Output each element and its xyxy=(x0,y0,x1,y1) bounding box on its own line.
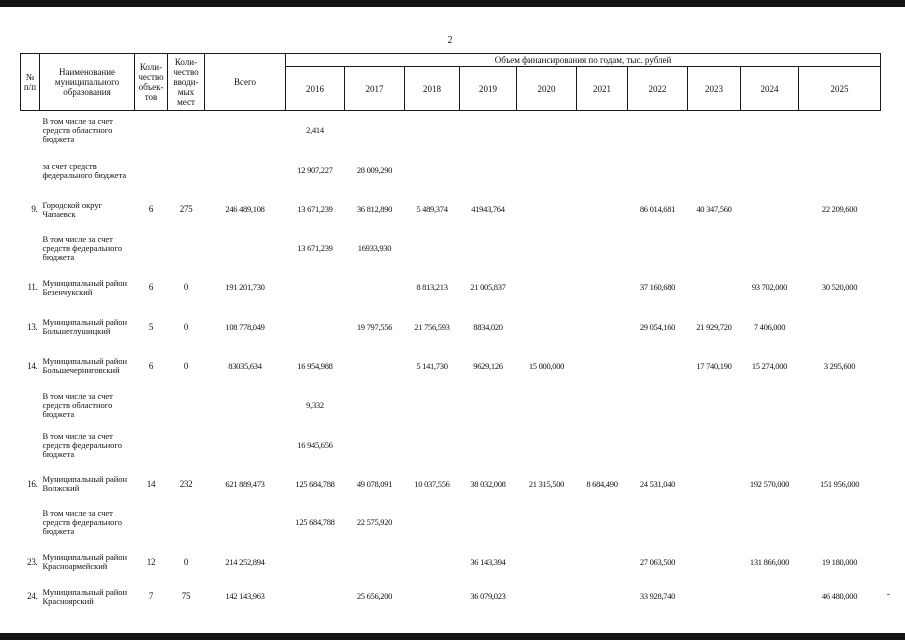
year-cell xyxy=(688,111,741,151)
year-cell xyxy=(405,542,460,583)
row-total: 246 489,108 xyxy=(225,204,265,214)
row-total xyxy=(205,151,286,191)
year-cell: 7 406,000 xyxy=(753,321,786,332)
year-cell: 37 160,680 xyxy=(639,282,676,292)
row-objects xyxy=(135,503,168,542)
year-cell xyxy=(405,151,460,191)
row-index xyxy=(21,426,40,466)
header-places: Коли-чество вводи-мых мест xyxy=(168,54,205,111)
year-cell xyxy=(741,151,799,191)
year-cell: 30 520,000 xyxy=(821,282,858,292)
header-year: 2017 xyxy=(345,67,405,111)
header-year: 2016 xyxy=(286,67,345,111)
year-cell xyxy=(286,308,345,347)
row-name: В том числе за счет средств федерального бюджета xyxy=(42,507,122,536)
year-cell: 151 956,000 xyxy=(819,478,860,489)
row-index: 9. xyxy=(31,204,38,214)
year-cell xyxy=(517,583,577,611)
header-year: 2025 xyxy=(799,67,881,111)
year-cell xyxy=(628,503,688,542)
row-index xyxy=(21,503,40,542)
row-total xyxy=(205,229,286,268)
year-cell xyxy=(741,386,799,426)
table-row xyxy=(21,466,881,503)
year-cell xyxy=(517,111,577,151)
year-cell: 8 684,490 xyxy=(586,478,618,489)
year-cell: 93 702,000 xyxy=(751,282,788,292)
row-total: 108 778,049 xyxy=(225,321,265,332)
table-row xyxy=(21,268,881,308)
top-border-line xyxy=(0,0,905,7)
bottom-border-line xyxy=(0,633,905,640)
table-row xyxy=(21,191,881,229)
year-cell xyxy=(577,583,628,611)
row-places: 232 xyxy=(179,478,193,489)
year-cell: 8 813,213 xyxy=(416,282,448,292)
year-cell xyxy=(517,308,577,347)
year-cell xyxy=(460,151,517,191)
row-name: Муниципальный район Красноармейский xyxy=(42,552,128,571)
year-cell: 125 684,788 xyxy=(295,478,335,489)
row-objects xyxy=(135,386,168,426)
table-row xyxy=(21,111,881,151)
header-year: 2021 xyxy=(577,67,628,111)
row-places: 0 xyxy=(183,321,189,332)
year-cell xyxy=(405,583,460,611)
year-cell xyxy=(799,426,881,466)
table-row xyxy=(21,229,881,268)
year-cell: 33 928,740 xyxy=(639,591,676,601)
table-row xyxy=(21,426,881,466)
year-cell xyxy=(517,151,577,191)
header-year: 2018 xyxy=(405,67,460,111)
year-cell xyxy=(577,229,628,268)
year-cell xyxy=(688,151,741,191)
row-name: Муниципальный район Большечерниговский xyxy=(42,356,128,375)
year-cell: 16933,930 xyxy=(357,242,392,253)
year-cell xyxy=(741,229,799,268)
year-cell xyxy=(517,426,577,466)
header-year: 2023 xyxy=(688,67,741,111)
year-cell xyxy=(741,426,799,466)
year-cell: 5 489,374 xyxy=(416,204,448,214)
year-cell: 10 037,556 xyxy=(414,478,450,489)
year-cell xyxy=(741,191,799,229)
year-cell xyxy=(345,347,405,386)
row-places xyxy=(168,229,205,268)
table-row xyxy=(21,308,881,347)
year-cell xyxy=(577,503,628,542)
year-cell: 24 531,040 xyxy=(639,478,676,489)
row-places: 75 xyxy=(181,591,191,601)
year-cell xyxy=(628,426,688,466)
year-cell xyxy=(460,111,517,151)
row-places xyxy=(168,151,205,191)
year-cell: 46 480,000 xyxy=(821,591,858,601)
row-places: 0 xyxy=(183,282,189,292)
table-row xyxy=(21,583,881,611)
year-cell xyxy=(405,426,460,466)
year-cell xyxy=(517,386,577,426)
row-places xyxy=(168,426,205,466)
year-cell xyxy=(517,542,577,583)
year-cell xyxy=(345,111,405,151)
header-objects: Коли-чество объек-тов xyxy=(135,54,168,111)
year-cell: 125 684,788 xyxy=(295,516,335,527)
row-places: 275 xyxy=(179,204,193,214)
table-header xyxy=(21,54,881,111)
row-places xyxy=(168,386,205,426)
year-cell: 19 797,556 xyxy=(356,321,393,332)
year-cell xyxy=(517,503,577,542)
year-cell xyxy=(577,386,628,426)
row-objects: 6 xyxy=(148,360,154,371)
year-cell xyxy=(688,268,741,308)
row-name: Городской округ Чапаевск xyxy=(42,199,103,219)
row-name: В том числе за счет средств областного бюджета xyxy=(42,391,113,419)
year-cell: 25 656,200 xyxy=(356,591,393,601)
row-index: 14. xyxy=(27,360,38,371)
year-cell: 15 274,000 xyxy=(751,360,788,371)
year-cell xyxy=(577,268,628,308)
row-total: 83035,634 xyxy=(228,360,262,371)
row-objects xyxy=(135,229,168,268)
header-name: Наименование муниципального образования xyxy=(40,54,135,111)
year-cell xyxy=(577,151,628,191)
year-cell: 5 141,730 xyxy=(416,360,448,371)
row-objects: 12 xyxy=(146,556,156,567)
year-cell xyxy=(688,426,741,466)
year-cell xyxy=(577,542,628,583)
year-cell xyxy=(460,386,517,426)
row-name: Муниципальный район Безенчукский xyxy=(42,277,128,297)
row-index xyxy=(21,386,40,426)
year-cell xyxy=(405,111,460,151)
row-index: 23. xyxy=(27,556,38,567)
year-cell xyxy=(286,268,345,308)
row-index: 24. xyxy=(27,591,38,601)
year-cell: 192 570,000 xyxy=(749,478,790,489)
row-objects: 6 xyxy=(148,204,154,214)
year-cell: 19 180,000 xyxy=(821,556,858,567)
table-row xyxy=(21,386,881,426)
year-cell xyxy=(799,111,881,151)
year-cell xyxy=(799,503,881,542)
year-cell xyxy=(741,583,799,611)
year-cell: 29 054,160 xyxy=(639,321,676,332)
year-cell: 15 000,000 xyxy=(528,360,565,371)
row-index xyxy=(21,111,40,151)
year-cell xyxy=(799,386,881,426)
year-cell xyxy=(799,151,881,191)
year-cell xyxy=(286,583,345,611)
year-cell xyxy=(799,229,881,268)
table-body xyxy=(21,111,881,611)
row-index: 13. xyxy=(27,321,38,332)
year-cell xyxy=(286,542,345,583)
year-cell xyxy=(577,191,628,229)
year-cell: 22 209,600 xyxy=(821,204,858,214)
row-total xyxy=(205,503,286,542)
year-cell xyxy=(688,229,741,268)
row-index: 16. xyxy=(27,478,38,489)
year-cell: 21 315,500 xyxy=(528,478,565,489)
edge-mark xyxy=(887,594,890,595)
row-places xyxy=(168,503,205,542)
year-cell xyxy=(799,308,881,347)
year-cell: 12 907,227 xyxy=(297,165,333,175)
year-cell xyxy=(460,426,517,466)
year-cell xyxy=(628,347,688,386)
year-cell: 9,332 xyxy=(306,400,324,410)
year-cell xyxy=(405,229,460,268)
year-cell xyxy=(405,503,460,542)
year-cell xyxy=(741,503,799,542)
year-cell: 3 295,600 xyxy=(823,360,856,371)
row-total: 214 252,894 xyxy=(225,556,265,567)
row-objects: 5 xyxy=(148,321,154,332)
row-name: В том числе за счет средств федерального бюджета xyxy=(42,233,122,262)
year-cell: 131 866,000 xyxy=(749,556,790,567)
year-cell xyxy=(628,229,688,268)
year-cell: 8834,020 xyxy=(473,321,503,332)
year-cell: 40 347,560 xyxy=(696,204,732,214)
year-cell xyxy=(517,268,577,308)
row-objects: 7 xyxy=(148,591,154,601)
year-cell: 36 812,890 xyxy=(356,204,393,214)
year-cell xyxy=(345,542,405,583)
year-cell xyxy=(517,191,577,229)
row-places: 0 xyxy=(183,556,189,567)
year-cell: 2,414 xyxy=(306,125,324,136)
year-cell xyxy=(345,386,405,426)
year-cell: 13 671,239 xyxy=(297,204,333,214)
funding-table xyxy=(20,53,881,611)
year-cell: 41943,764 xyxy=(471,204,505,214)
year-cell: 27 063,500 xyxy=(639,556,676,567)
row-objects: 6 xyxy=(148,282,154,292)
year-cell: 86 014,681 xyxy=(639,204,676,214)
year-cell: 21 929,720 xyxy=(696,321,732,332)
year-cell: 22 575,920 xyxy=(356,516,393,527)
header-year: 2022 xyxy=(628,67,688,111)
year-cell xyxy=(345,426,405,466)
row-total xyxy=(205,111,286,151)
header-num: № п/п xyxy=(21,54,40,111)
year-cell: 38 032,008 xyxy=(470,478,506,489)
header-funding-group: Объем финансирования по годам, тыс. рублей xyxy=(286,54,881,67)
year-cell xyxy=(628,386,688,426)
row-total: 142 143,963 xyxy=(225,591,265,601)
year-cell xyxy=(577,347,628,386)
row-total: 191 201,730 xyxy=(225,282,265,292)
row-name: Муниципальный район Волжский xyxy=(42,474,128,493)
header-year: 2024 xyxy=(741,67,799,111)
row-name: Муниципальный район Красноярский xyxy=(42,586,128,606)
year-cell: 13 671,239 xyxy=(297,242,333,253)
year-cell xyxy=(460,503,517,542)
row-name: за счет средств федерального бюджета xyxy=(42,160,127,180)
row-places xyxy=(168,111,205,151)
year-cell: 28 009,290 xyxy=(356,165,393,175)
year-cell xyxy=(688,466,741,503)
year-cell xyxy=(688,542,741,583)
year-cell: 36 079,023 xyxy=(470,591,506,601)
year-cell xyxy=(577,308,628,347)
year-cell xyxy=(628,111,688,151)
header-year: 2020 xyxy=(517,67,577,111)
row-name: В том числе за счет средств областного бюджета xyxy=(42,116,113,145)
table-row xyxy=(21,503,881,542)
row-total: 621 889,473 xyxy=(225,478,265,489)
header-total: Всего xyxy=(205,54,286,111)
row-objects: 14 xyxy=(146,478,156,489)
header-year: 2019 xyxy=(460,67,517,111)
year-cell xyxy=(741,111,799,151)
page-number: 2 xyxy=(447,35,453,46)
year-cell: 49 078,091 xyxy=(356,478,393,489)
row-name: В том числе за счет средств федерального бюджета xyxy=(42,431,122,459)
year-cell: 21 005,837 xyxy=(470,282,506,292)
year-cell: 9629,126 xyxy=(473,360,503,371)
year-cell xyxy=(628,151,688,191)
row-name: Муниципальный район Большеглушицкий xyxy=(42,317,128,336)
row-objects xyxy=(135,111,168,151)
row-places: 0 xyxy=(183,360,189,371)
row-objects xyxy=(135,426,168,466)
year-cell: 17 740,190 xyxy=(696,360,732,371)
year-cell xyxy=(688,583,741,611)
year-cell xyxy=(577,426,628,466)
table-row xyxy=(21,542,881,583)
row-objects xyxy=(135,151,168,191)
row-index: 11. xyxy=(27,282,38,292)
year-cell xyxy=(405,386,460,426)
year-cell: 16 954,988 xyxy=(297,360,333,371)
year-cell xyxy=(688,386,741,426)
row-total xyxy=(205,426,286,466)
row-index xyxy=(21,151,40,191)
row-index xyxy=(21,229,40,268)
table-row xyxy=(21,347,881,386)
year-cell xyxy=(460,229,517,268)
year-cell: 16 945,656 xyxy=(297,440,333,450)
year-cell xyxy=(688,503,741,542)
year-cell: 36 143,394 xyxy=(470,556,506,567)
row-total xyxy=(205,386,286,426)
table-row xyxy=(21,151,881,191)
year-cell xyxy=(577,111,628,151)
year-cell xyxy=(345,268,405,308)
year-cell xyxy=(517,229,577,268)
year-cell: 21 756,593 xyxy=(414,321,450,332)
